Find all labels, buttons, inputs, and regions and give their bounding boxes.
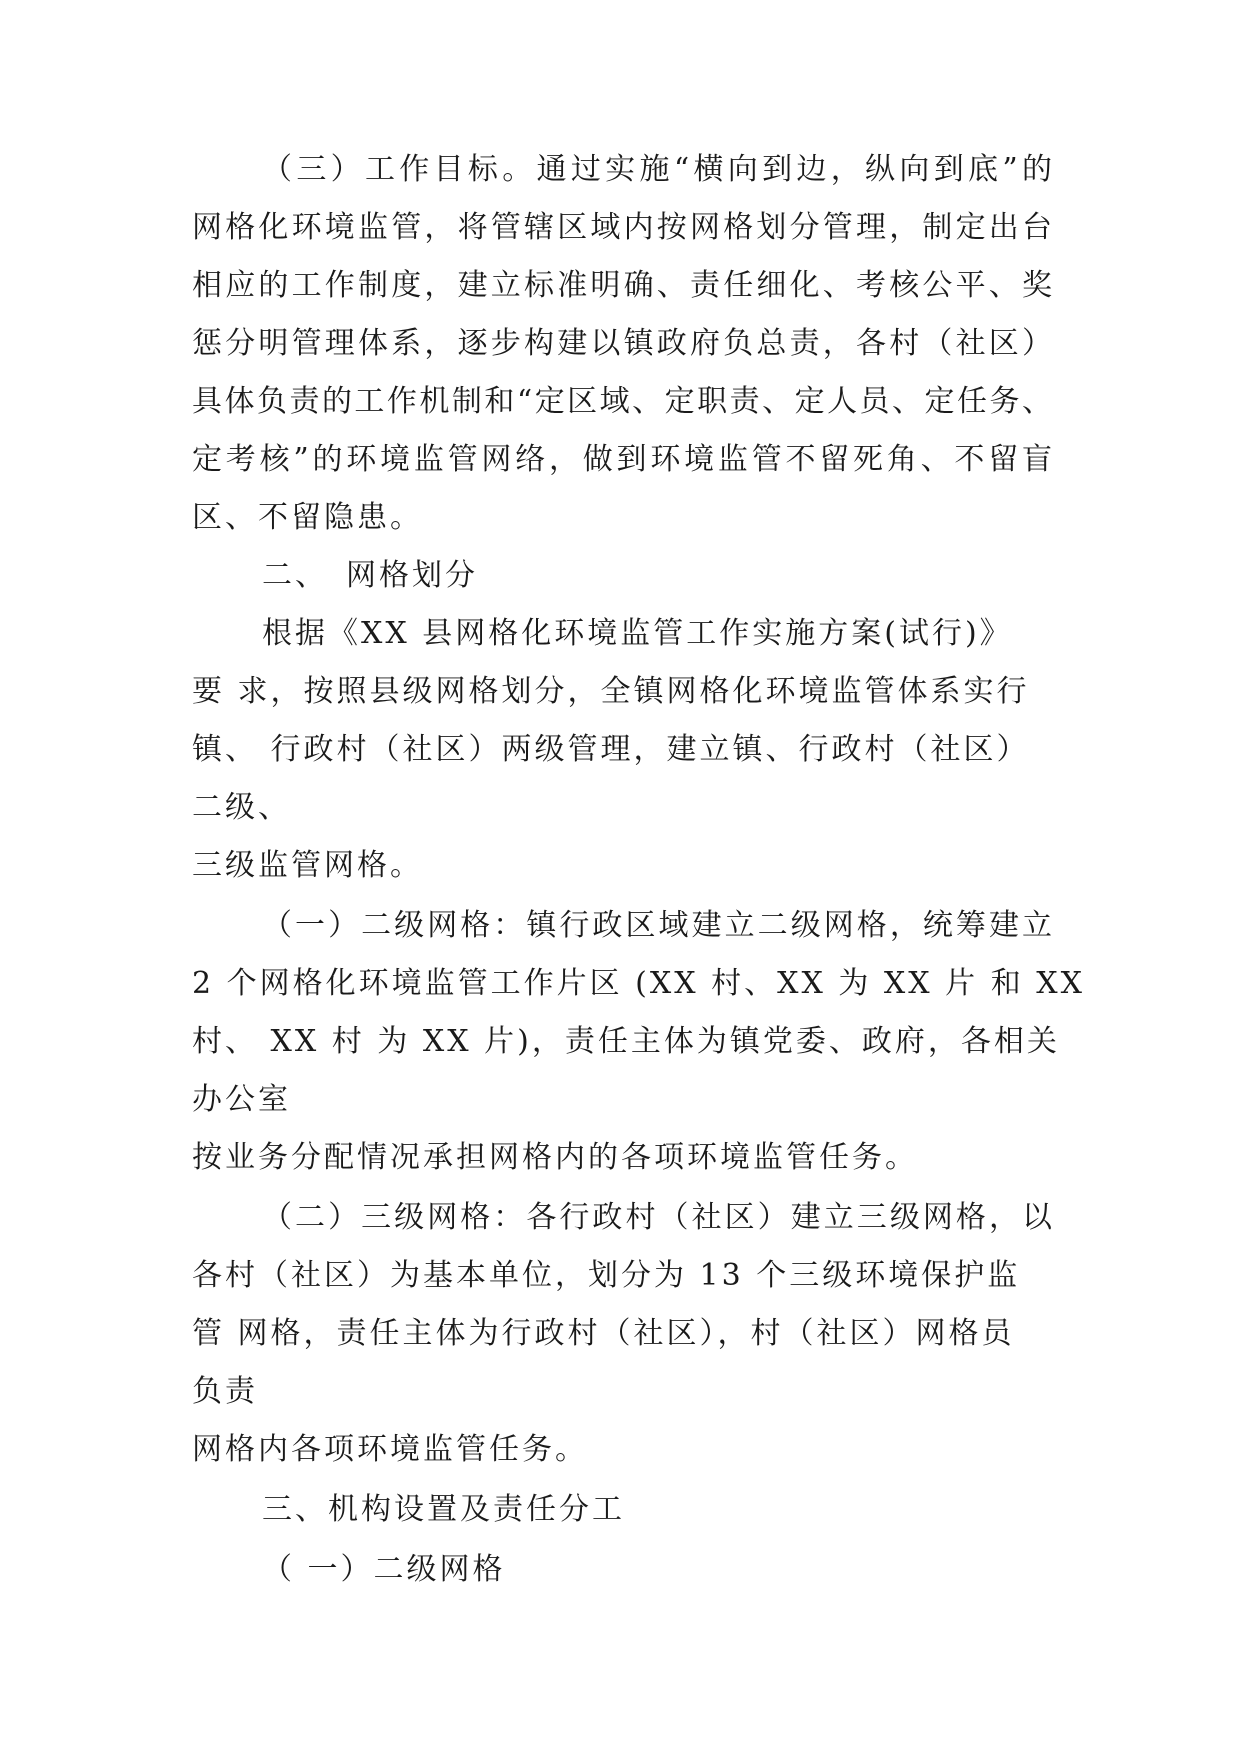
paragraph-line: 2 个网格化环境监管工作片区 (XX 村、XX 为 XX 片 和 XX	[192, 966, 1085, 1001]
paragraph-line: 村、 XX 村 为 XX 片)，责任主体为镇党委、政府，各相关	[192, 1024, 1060, 1059]
paragraph-line: 区、不留隐患。	[192, 500, 423, 535]
paragraph-line: 负责	[192, 1374, 258, 1409]
paragraph-line: 按业务分配情况承担网格内的各项环境监管任务。	[192, 1140, 918, 1175]
paragraph-line: （一）二级网格：镇行政区域建立二级网格，统筹建立	[262, 908, 1052, 943]
paragraph-line: 管 网格，责任主体为行政村（社区），村（社区）网格员	[192, 1316, 1015, 1351]
paragraph-line: 各村（社区）为基本单位，划分为 13 个三级环境保护监	[192, 1258, 1021, 1293]
section-heading: 二、 网格划分	[262, 558, 478, 593]
paragraph-line: 惩分明管理体系，逐步构建以镇政府负总责，各村（社区）	[192, 326, 1052, 361]
section-heading: 三、机构设置及责任分工	[262, 1492, 625, 1527]
paragraph-line: 二级、	[192, 790, 291, 825]
paragraph-line: 具体负责的工作机制和“定区域、定职责、定人员、定任务、	[192, 384, 1052, 419]
paragraph-line: 镇、 行政村（社区）两级管理，建立镇、行政村（社区）	[192, 732, 1030, 767]
paragraph-line: 三级监管网格。	[192, 848, 423, 883]
paragraph-line: 网格化环境监管，将管辖区域内按网格划分管理，制定出台	[192, 210, 1052, 245]
paragraph-line: 相应的工作制度，建立标准明确、责任细化、考核公平、奖	[192, 268, 1052, 303]
paragraph-line: （三）工作目标。通过实施“横向到边，纵向到底”的	[262, 152, 1052, 187]
paragraph-line: 办公室	[192, 1082, 291, 1117]
subsection-heading: （ 一）二级网格	[262, 1552, 506, 1587]
paragraph-line: 根据《XX 县网格化环境监管工作实施方案(试行)》	[262, 616, 1013, 651]
paragraph-line: 网格内各项环境监管任务。	[192, 1432, 588, 1467]
paragraph-line: （二）三级网格：各行政村（社区）建立三级网格，以	[262, 1200, 1052, 1235]
paragraph-line: 要 求，按照县级网格划分，全镇网格化环境监管体系实行	[192, 674, 1030, 709]
paragraph-line: 定考核”的环境监管网络，做到环境监管不留死角、不留盲	[192, 442, 1052, 477]
